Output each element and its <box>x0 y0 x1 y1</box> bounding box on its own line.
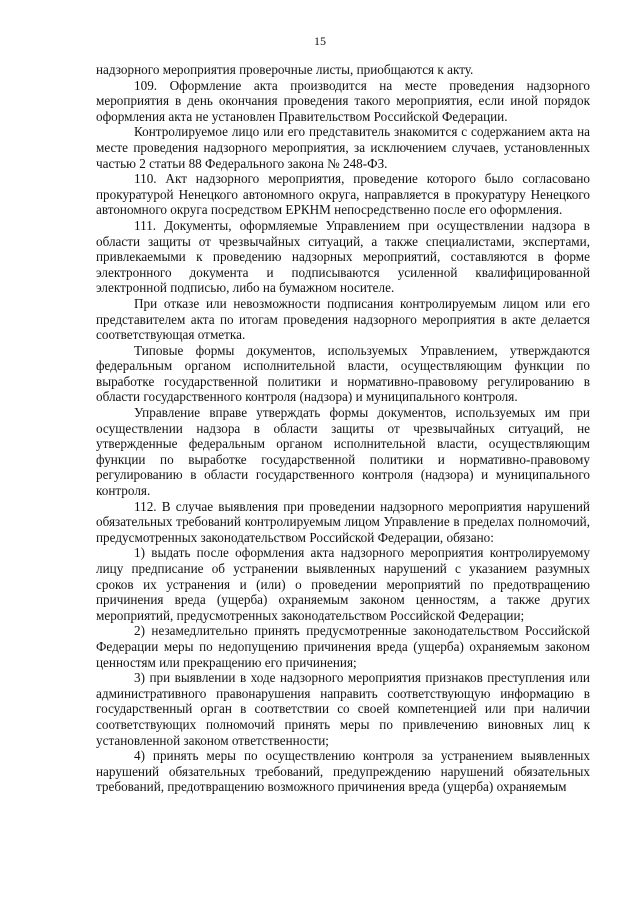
paragraph-item-109: 109. Оформление акта производится на месте проведения надзорного мероприятия в день окончания проведения такого мероприятия, если иной порядок оформления акта не установлен Правительством Российской Федерации. <box>96 77 590 124</box>
paragraph-forms-approval: Управление вправе утверждать формы документов, используемых им при осуществлении надзора в области защиты от чрезвычайных ситуаций, не утвержденные федеральным органом исполнительной власти, осуществляющим функции по выработке государственной политики и нормативно-правовому регулированию в области государственного контроля (надзора) и муниципального контроля. <box>96 405 590 499</box>
paragraph-typical-forms: Типовые формы документов, используемых Управлением, утверждаются федеральным органом исполнительной власти, осуществляющим функции по выработке государственной политики и нормативно-правовому регулированию в области государственного контроля (надзора) и муниципального контроля. <box>96 342 590 405</box>
paragraph-subitem-3: 3) при выявлении в ходе надзорного мероприятия признаков преступления или административного правонарушения направить соответствующую информацию в государственный орган в соответствии со своей компетенцией или при наличии соответствующих полномочий принять меры по привлечению виновных лиц к установленной законом ответственности; <box>96 670 590 748</box>
paragraph-item-110: 110. Акт надзорного мероприятия, проведение которого было согласовано прокуратурой Ненецкого автономного округа, направляется в прокуратуру Ненецкого автономного округа посредством ЕРКНМ непосредственно после его оформления. <box>96 171 590 218</box>
document-body <box>96 62 590 795</box>
paragraph-subitem-1: 1) выдать после оформления акта надзорного мероприятия контролируемому лицу предписание об устранении выявленных нарушений с указанием разумных сроков их устранения и (или) о проведении мероприятий по предотвращению причинения вреда (ущерба) охраняемым законом ценностям, а также других мероприятий, предусмотренных законодательством Российской Федерации; <box>96 545 590 623</box>
paragraph-acquaintance: Контролируемое лицо или его представитель знакомится с содержанием акта на месте проведения надзорного мероприятия, за исключением случаев, установленных частью 2 статьи 88 Федерального закона № 248-ФЗ. <box>96 124 590 171</box>
paragraph-item-112: 112. В случае выявления при проведении надзорного мероприятия нарушений обязательных требований контролируемым лицом Управление в пределах полномочий, предусмотренных законодательством Российской Федерации, обязано: <box>96 498 590 545</box>
paragraph-refusal: При отказе или невозможности подписания контролируемым лицом или его представителем акта по итогам проведения надзорного мероприятия в акте делается соответствующая отметка. <box>96 295 590 343</box>
page-number: 15 <box>314 34 326 48</box>
paragraph-item-111: 111. Документы, оформляемые Управлением при осуществлении надзора в области защиты от чрезвычайных ситуаций, а также специалистами, экспертами, привлекаемыми к проведению надзорных мероприятий, составляются в форме электронного документа и подписываются усиленной квалифицированной электронной подписью, либо на бумажном носителе. <box>96 217 590 296</box>
paragraph-subitem-4: 4) принять меры по осуществлению контроля за устранением выявленных нарушений обязательных требований, предупреждению нарушений обязательных требований, предотвращению возможного причинения вреда (ущерба) охраняемым <box>96 748 590 795</box>
paragraph-continuation: надзорного мероприятия проверочные листы, приобщаются к акту. <box>96 62 474 77</box>
paragraph-subitem-2: 2) незамедлительно принять предусмотренные законодательством Российской Федерации меры по недопущению причинения вреда (ущерба) охраняемым законом ценностям или прекращению его причинения; <box>96 623 590 670</box>
